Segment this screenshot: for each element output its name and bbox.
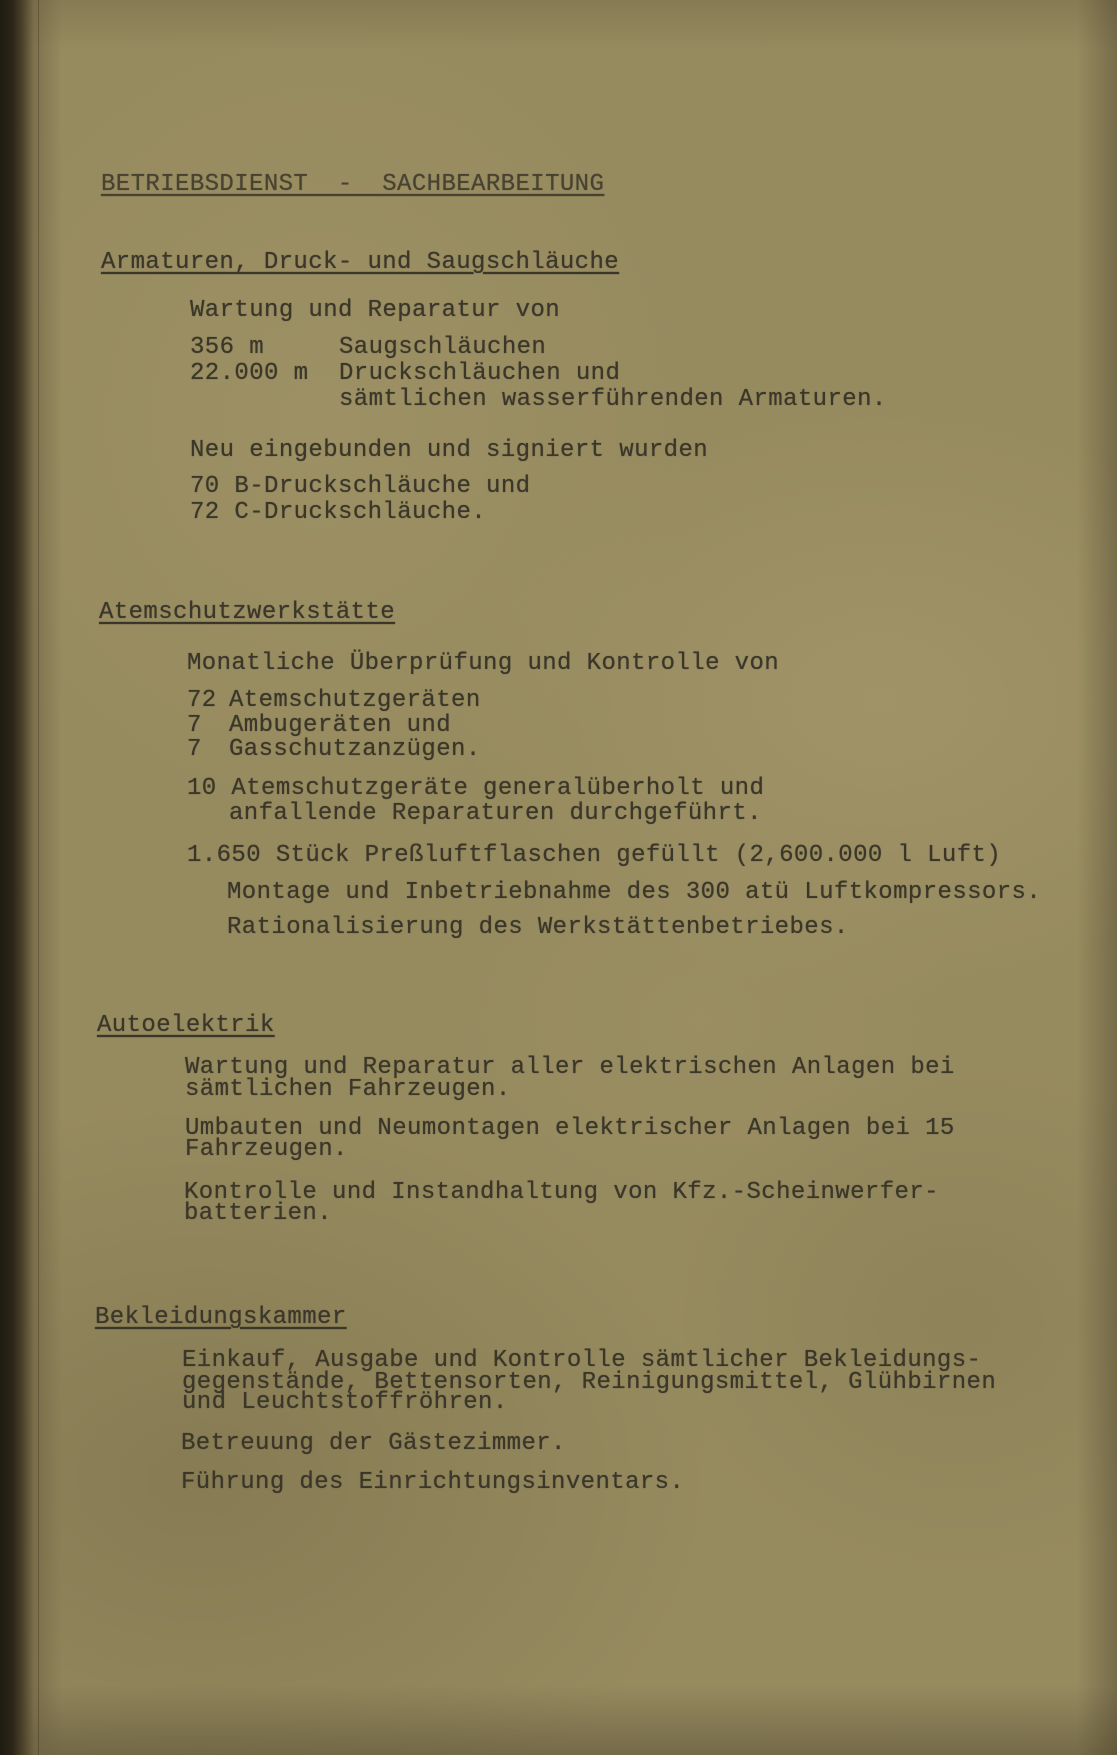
- item-text: Ambugeräten und: [229, 712, 452, 739]
- entry-line: sämtlichen Fahrzeugen.: [185, 1076, 511, 1103]
- entry-line: Rationalisierung des Werkstättenbetriebes.: [227, 914, 849, 941]
- note-line: 70 B-Druckschläuche und: [190, 473, 531, 500]
- note-line: 72 C-Druckschläuche.: [190, 499, 487, 526]
- item-quantity: 356 m: [190, 334, 265, 361]
- entry-line: 10 Atemschutzgeräte generalüberholt und: [187, 775, 765, 802]
- item-text: Druckschläuchen und: [339, 360, 621, 387]
- section-intro: Wartung und Reparatur von: [190, 297, 561, 324]
- item-quantity: 7: [187, 712, 202, 739]
- section-note: Neu eingebunden und signiert wurden: [190, 437, 709, 464]
- entry-line: batterien.: [184, 1200, 333, 1227]
- entry-line: gegenstände, Bettensorten, Reinigungsmittel, Glühbirnen: [182, 1369, 997, 1396]
- item-text: Atemschutzgeräten: [229, 687, 481, 714]
- entry-line: Kontrolle und Instandhaltung von Kfz.-Scheinwerfer-: [184, 1179, 939, 1206]
- item-continuation: sämtlichen wasserführenden Armaturen.: [339, 386, 887, 413]
- page-title: BETRIEBSDIENST - SACHBEARBEITUNG: [101, 171, 605, 198]
- entry-line: Umbauten und Neumontagen elektrischer Anlagen bei 15: [185, 1115, 955, 1142]
- section-heading: Atemschutzwerkstätte: [99, 599, 396, 626]
- item-text: Saugschläuchen: [339, 334, 547, 361]
- item-text: Gasschutzanzügen.: [229, 736, 481, 763]
- item-quantity: 22.000 m: [190, 360, 309, 387]
- section-intro: Monatliche Überprüfung und Kontrolle von: [187, 650, 780, 677]
- item-quantity: 7: [187, 736, 202, 763]
- entry-line: Betreuung der Gästezimmer.: [181, 1430, 566, 1457]
- entry-line: Führung des Einrichtungsinventars.: [181, 1469, 685, 1496]
- entry-line: Einkauf, Ausgabe und Kontrolle sämtlicher Bekleidungs-: [182, 1347, 982, 1374]
- entry-line: Wartung und Reparatur aller elektrischen Anlagen bei: [185, 1054, 955, 1081]
- entry-line: Montage und Inbetriebnahme des 300 atü Luftkompressors.: [227, 879, 1042, 906]
- section-heading: Armaturen, Druck- und Saugschläuche: [101, 249, 620, 276]
- entry-line: Fahrzeugen.: [185, 1136, 348, 1163]
- entry-line: und Leuchtstoffröhren.: [182, 1389, 508, 1416]
- item-quantity: 72: [187, 687, 217, 714]
- entry-line: 1.650 Stück Preßluftflaschen gefüllt (2,600.000 l Luft): [187, 842, 1002, 869]
- section-heading: Bekleidungskammer: [95, 1304, 347, 1331]
- binding-crease: [38, 0, 39, 1755]
- section-heading: Autoelektrik: [97, 1012, 275, 1039]
- entry-line: anfallende Reparaturen durchgeführt.: [229, 800, 762, 827]
